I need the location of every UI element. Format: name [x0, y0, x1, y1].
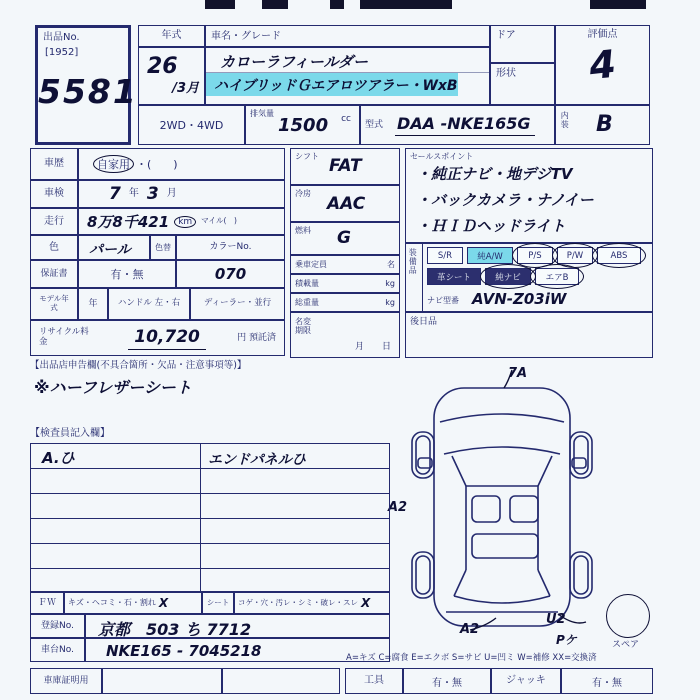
seat-label-cell	[202, 592, 234, 614]
seat-label: シート	[206, 597, 230, 607]
garage-empty-cell	[222, 668, 340, 694]
capacity-unit: 名	[387, 259, 395, 269]
car-name-label-cell	[205, 25, 490, 47]
inspector-title: 【検査員記入欄】	[30, 428, 110, 439]
equip-badge-leather: 革シート	[427, 268, 481, 285]
registration-value: 京都 503 ち 7712	[98, 620, 252, 639]
tools-value: 有・無	[432, 677, 462, 689]
sales-title: セールスポイント	[410, 152, 474, 161]
inspector-grid-line	[30, 568, 390, 569]
lot-number: 5581	[38, 72, 138, 111]
shape-cell	[490, 63, 555, 105]
inspection-year-unit: 年	[128, 188, 139, 200]
recycle-label: リサイクル料金	[39, 327, 89, 347]
damage-mark-extra: Pケ	[556, 633, 577, 647]
interior-value: B	[596, 112, 613, 137]
chassis-label: 車台No.	[41, 644, 74, 655]
fuel-value: G	[337, 228, 351, 248]
fuel-cell	[290, 222, 400, 255]
inspector-note-2: エンドパネルひ	[208, 452, 306, 468]
damage-mark-dent: U2	[546, 612, 566, 627]
fw-label-cell	[30, 592, 64, 614]
drive-cell	[138, 105, 245, 145]
sales-box	[405, 148, 653, 243]
mileage-label: 走行	[44, 215, 64, 227]
mileage-value-cell	[78, 208, 285, 235]
damage-mark-bottom: A2	[460, 622, 480, 637]
inspection-label: 車検	[44, 188, 64, 200]
fw-label: ＦＷ	[37, 597, 56, 608]
declaration-note: ※ハーフレザーシート	[34, 378, 192, 397]
navi-model-value: AVN-Z03iW	[472, 290, 567, 308]
load-label: 積載量	[295, 278, 319, 288]
equip-badge-ps: P/S	[517, 247, 553, 264]
interior-label: 内装	[560, 111, 570, 129]
car-name-label: 車名・グレード	[211, 31, 281, 42]
fuel-label: 燃料	[295, 226, 311, 235]
modelyear-unit: 年	[88, 298, 98, 309]
seat-value-cell	[234, 592, 390, 614]
recycle-unit: 円 預託済	[237, 332, 276, 343]
damage-legend: A=キズ C=腐食 E=エクボ S=サビ U=凹ミ W=補修 XX=交換済	[346, 653, 597, 663]
history-label-cell	[30, 148, 78, 180]
inspector-grid-line	[30, 518, 390, 519]
chassis-label-cell	[30, 638, 85, 662]
shape-label: 形状	[496, 68, 516, 79]
jack-value: 有・無	[592, 677, 622, 689]
rename-units: 月 日	[354, 341, 391, 352]
ac-value: AAC	[327, 194, 366, 214]
grade-label: 評価点	[587, 29, 618, 40]
lot-label: 出品No.	[43, 32, 80, 43]
dealer-cell	[190, 288, 285, 320]
shift-label: シフト	[295, 152, 319, 161]
sales-point: ・純正ナビ・地デジTV	[416, 165, 573, 183]
warranty-label: 保証書	[40, 268, 68, 279]
equip-badge-sr: S/R	[427, 247, 463, 264]
recycle-value: 10,720	[128, 327, 206, 350]
seat-mark: X	[361, 596, 371, 610]
inspection-value-cell	[78, 180, 285, 208]
lot-box	[35, 25, 138, 145]
rename-cell	[290, 312, 400, 358]
color-label-cell	[30, 235, 78, 260]
displacement-label: 排気量	[250, 109, 274, 118]
equip-badge-navi: 純ナビ	[485, 268, 531, 285]
equip-badge-abs: ABS	[597, 247, 641, 264]
grade-cell	[555, 25, 650, 105]
inspector-grid-line	[30, 493, 390, 494]
year-value: 26	[147, 54, 178, 79]
warranty-value-cell	[78, 260, 176, 288]
year-suffix: /3月	[172, 81, 199, 96]
equipment-label: 装備品	[408, 248, 418, 275]
car-name-line1: カローラフィールダー	[206, 48, 489, 73]
jack-label: ジャッキ	[506, 675, 546, 687]
registration-label-cell	[30, 614, 85, 638]
drive-label: 2WD・4WD	[159, 119, 224, 132]
modelyear-label: モデル年式	[39, 294, 69, 312]
history-value-cell	[78, 148, 285, 180]
interior-cell	[555, 105, 650, 145]
later-items-box	[405, 312, 653, 358]
modelyear-unit-cell	[78, 288, 108, 320]
registration-value-cell	[85, 614, 390, 638]
declaration-title: 【出品店申告欄(不具合箇所・欠品・注意事項等)】	[30, 360, 247, 371]
equip-badge-pw: P/W	[557, 247, 593, 264]
colorno-label: カラーNo.	[209, 242, 252, 253]
gross-label: 総重量	[295, 297, 319, 307]
model-code-cell	[360, 105, 555, 145]
ac-label: 冷房	[295, 189, 311, 198]
damage-mark-left: A2	[388, 500, 408, 515]
dealer-label: ディーラー・並行	[203, 298, 272, 309]
navi-model-label: ナビ型番	[427, 296, 459, 305]
fw-mark: X	[158, 596, 169, 610]
door-cell	[490, 25, 555, 63]
inspection-year: 7	[109, 184, 121, 204]
gross-cell	[290, 293, 400, 312]
mileage-value: 8万8千421	[87, 213, 170, 231]
tools-label-cell	[345, 668, 403, 694]
capacity-label: 乗車定員	[295, 259, 327, 269]
colorno-value-cell	[176, 260, 285, 288]
inspector-grid-divider	[200, 443, 201, 592]
car-name-line2: ハイブリッドＧエアロツアラー・WxB	[206, 73, 458, 96]
cutoff-header-mark	[205, 0, 235, 9]
displacement-unit: cc	[341, 114, 351, 124]
inspector-note-1: A.ひ	[42, 449, 75, 467]
warranty-value: 有・無	[110, 268, 144, 281]
door-label: ドア	[496, 30, 516, 41]
cutoff-header-mark	[262, 0, 288, 9]
damage-mark-top: 7A	[508, 366, 528, 381]
mileage-mile-unit: マイル( )	[201, 216, 237, 226]
inspection-month-unit: 月	[166, 188, 177, 200]
equipment-divider	[422, 243, 423, 312]
capacity-cell	[290, 255, 400, 274]
year-label: 年式	[161, 30, 182, 42]
car-name-value-cell	[205, 47, 490, 105]
later-items-label: 後日品	[410, 317, 438, 327]
colorno-label-cell	[176, 235, 285, 260]
repaint-label: 色替	[155, 242, 171, 252]
displacement-cell	[245, 105, 360, 145]
fw-value-cell	[64, 592, 202, 614]
ac-cell	[290, 185, 400, 222]
mileage-km-unit: km	[174, 216, 196, 228]
lot-tag: [1952]	[45, 47, 79, 58]
history-rest: ・( )	[136, 158, 178, 171]
recycle-cell	[30, 320, 285, 356]
load-cell	[290, 274, 400, 293]
fw-text: キズ・ヘコミ・石・割れ	[68, 598, 156, 608]
shift-value: FAT	[329, 156, 362, 176]
inspection-label-cell	[30, 180, 78, 208]
jack-value-cell	[561, 668, 653, 694]
shift-cell	[290, 148, 400, 185]
tools-value-cell	[403, 668, 491, 694]
colorno-value: 070	[214, 265, 247, 283]
year-value-cell	[138, 47, 205, 105]
modelyear-label-cell	[30, 288, 78, 320]
handle-label: ハンドル 左・右	[117, 298, 181, 309]
tools-label: 工具	[364, 675, 384, 687]
garage-empty-cell	[102, 668, 222, 694]
history-label: 車歴	[44, 158, 64, 170]
model-code-label: 型式	[365, 120, 384, 130]
color-value: パール	[89, 242, 131, 258]
inspection-month: 3	[146, 184, 159, 204]
cutoff-header-mark	[330, 0, 344, 9]
gross-unit: kg	[385, 297, 395, 307]
load-unit: kg	[385, 278, 395, 288]
equip-badge-airbag: エアB	[535, 268, 579, 285]
registration-label: 登録No.	[41, 620, 74, 631]
equip-badge-alloy: 純A/W	[467, 247, 513, 264]
cutoff-header-mark	[590, 0, 646, 9]
mileage-label-cell	[30, 208, 78, 235]
chassis-value-cell	[85, 638, 390, 662]
chassis-value: NKE165 - 7045218	[106, 642, 262, 660]
sales-point: ・バックカメラ・ナノイー	[416, 191, 594, 209]
displacement-value: 1500	[278, 115, 329, 136]
color-value-cell	[78, 235, 150, 260]
sales-point: ・ＨＩＤヘッドライト	[416, 217, 566, 235]
color-label: 色	[49, 241, 59, 253]
garage-label-cell	[30, 668, 102, 694]
history-owner: 自家用	[93, 155, 134, 173]
garage-label: 車庫証明用	[43, 675, 89, 686]
seat-text: コゲ・穴・汚レ・シミ・破レ・スレ	[238, 597, 358, 607]
handle-cell	[108, 288, 190, 320]
spare-label: スペア	[612, 640, 640, 650]
warranty-label-cell	[30, 260, 78, 288]
year-label-cell	[138, 25, 205, 47]
jack-label-cell	[491, 668, 561, 694]
inspector-grid-line	[30, 543, 390, 544]
grade-value: 4	[587, 41, 618, 88]
rename-label: 名変期限	[295, 317, 311, 336]
cutoff-header-mark	[360, 0, 452, 9]
model-code-value: DAA -NKE165G	[395, 114, 535, 136]
repaint-cell	[150, 235, 176, 260]
